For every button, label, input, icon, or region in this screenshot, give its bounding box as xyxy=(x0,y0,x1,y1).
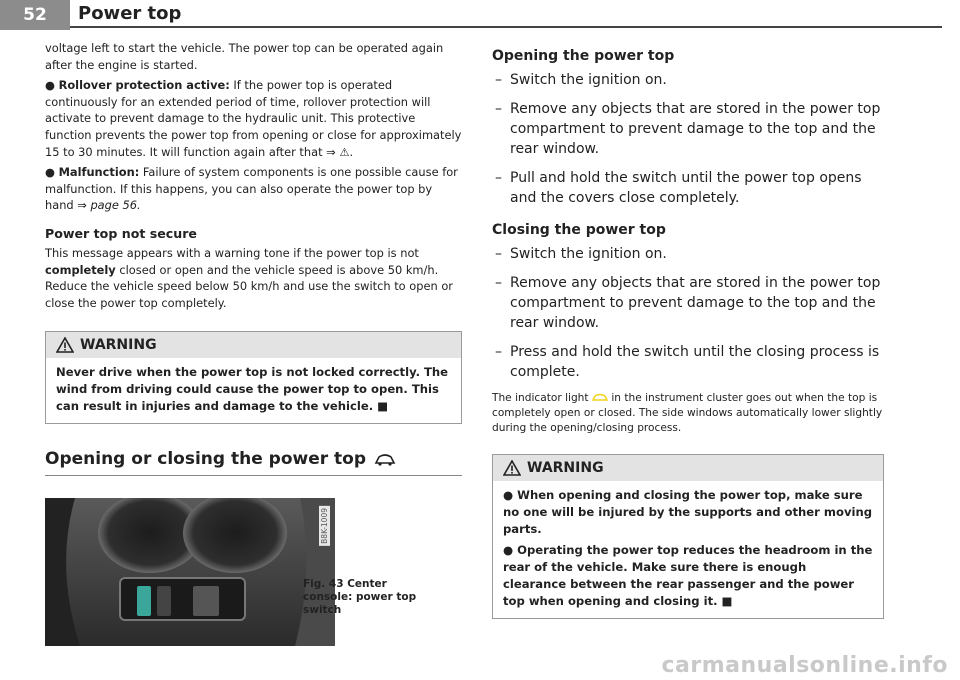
indicator-light-icon xyxy=(592,392,608,402)
close-step-3: – Press and hold the switch until the closing process is complete. xyxy=(492,342,884,382)
bullet-term: Malfunction: xyxy=(58,165,140,180)
warning-triangle-icon xyxy=(503,460,521,476)
text-part: in the instrument cluster goes out when the top is completely open or closed. The side windows automatically lower slightly during the opening/closing process. xyxy=(492,392,883,434)
open-step-3: – Pull and hold the switch until the power top opens and the covers close completely. xyxy=(492,168,884,208)
center-console-figure xyxy=(45,498,335,646)
close-step-1: – Switch the ignition on. xyxy=(492,244,884,264)
section-heading-text: Opening or closing the power top xyxy=(45,449,367,470)
header-rule xyxy=(70,26,942,28)
text-part: closed or open and the vehicle speed is above 50 km/h. Reduce the vehicle speed below 50 km/h and use the switch to open or close the power top completely. xyxy=(45,262,453,310)
warning-header xyxy=(46,332,461,358)
warning-body xyxy=(493,481,883,618)
center-console-image xyxy=(45,498,335,646)
warning-item-2: ● Operating the power top reduces the headroom in the rear of the vehicle. Make sure there is enough clearance between the rear passenger and the power top when opening and closing it. ■ xyxy=(503,543,873,608)
left-column xyxy=(45,40,462,646)
warning-text: Never drive when the power top is not locked correctly. The wind from driving could cause the power top to open. This can result in injuries and damage to the vehicle. ■ xyxy=(56,365,449,414)
section-rule xyxy=(45,475,462,476)
text-part: This message appears with a warning tone if the power top is not xyxy=(45,245,419,260)
figure-code: B8K-1009 xyxy=(320,508,329,545)
convertible-top-icon xyxy=(374,452,396,466)
not-secure-heading: Power top not secure xyxy=(45,225,197,241)
bullet-dot: ● xyxy=(45,78,59,93)
text-part: The indicator light xyxy=(492,392,589,404)
opening-heading: Opening the power top xyxy=(492,48,675,64)
watermark: carmanualsonline.info xyxy=(661,653,948,678)
bullet-malfunction xyxy=(45,164,462,214)
warning-box-right xyxy=(492,454,884,619)
bullet-rollover xyxy=(45,77,462,160)
close-step-2: – Remove any objects that are stored in the power top compartment to prevent damage to the top and the rear window. xyxy=(492,273,884,333)
emphasis-text: completely xyxy=(45,262,116,277)
warning-item-text: When opening and closing the power top, make sure no one will be injured by the supports and other moving parts. xyxy=(503,488,873,536)
page-number: 52 xyxy=(0,0,70,30)
bullet-term: Rollover protection active: xyxy=(58,78,230,93)
warning-header xyxy=(493,455,883,481)
warning-triangle-icon xyxy=(56,337,74,353)
closing-heading: Closing the power top xyxy=(492,222,666,238)
open-step-1: – Switch the ignition on. xyxy=(492,70,884,90)
page-reference-link[interactable]: page 56. xyxy=(90,198,141,213)
warning-title: WARNING xyxy=(80,337,157,354)
right-column xyxy=(492,48,884,619)
warning-body xyxy=(46,358,461,423)
bullet-dot: ● xyxy=(45,165,59,180)
page-header xyxy=(0,0,960,30)
running-section-title: Power top xyxy=(78,3,182,24)
warning-box-left xyxy=(45,331,462,424)
section-heading xyxy=(45,449,462,469)
bullet-text: If the power top is operated continuously for an extended period of time, rollover protection will activate to prevent damage to the hydraulic unit. This protective function prevents the power top from opening or close for approximately 15 to 30 minutes. It will function again after that ⇒ ⚠. xyxy=(45,78,462,159)
indicator-paragraph xyxy=(492,391,884,436)
figure-caption: Fig. 43 Center console: power top switch xyxy=(303,578,417,616)
open-step-2: – Remove any objects that are stored in the power top compartment to prevent damage to the top and the rear window. xyxy=(492,99,884,159)
intro-paragraph: voltage left to start the vehicle. The power top can be operated again after the engine is started. xyxy=(45,41,444,72)
warning-item-text: Operating the power top reduces the headroom in the rear of the vehicle. Make sure there is enough clearance between the rear passenger and the power top when opening and closing it. ■ xyxy=(503,543,873,608)
warning-title: WARNING xyxy=(527,460,604,476)
not-secure-paragraph xyxy=(45,245,462,311)
warning-item-1: ● When opening and closing the power top, make sure no one will be injured by the supports and other moving parts. xyxy=(503,488,873,536)
bullet-text: Failure of system components is one possible cause for malfunction. If this happens, you can also operate the power top by hand ⇒ xyxy=(45,165,458,213)
